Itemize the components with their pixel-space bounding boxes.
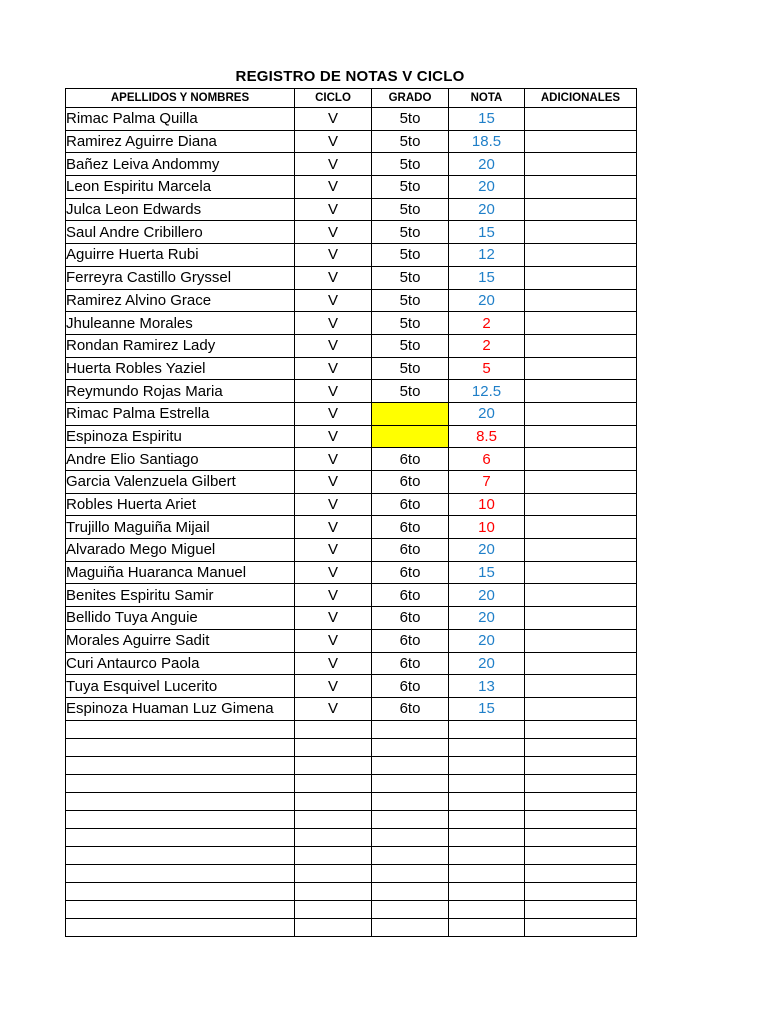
ciclo-cell[interactable]: V (295, 402, 372, 425)
ciclo-cell[interactable]: V (295, 584, 372, 607)
nota-cell[interactable]: 10 (449, 516, 525, 539)
name-cell[interactable]: Trujillo Maguiña Mijail (66, 516, 295, 539)
empty-cell[interactable] (295, 720, 372, 738)
adicionales-cell[interactable] (525, 675, 637, 698)
empty-cell[interactable] (66, 810, 295, 828)
empty-cell[interactable] (295, 774, 372, 792)
adicionales-cell[interactable] (525, 584, 637, 607)
empty-cell[interactable] (525, 738, 637, 756)
ciclo-cell[interactable]: V (295, 130, 372, 153)
empty-row (66, 738, 637, 756)
name-cell[interactable]: Bellido Tuya Anguie (66, 607, 295, 630)
empty-cell[interactable] (295, 900, 372, 918)
empty-cell[interactable] (66, 864, 295, 882)
name-cell[interactable]: Ramirez Alvino Grace (66, 289, 295, 312)
empty-cell[interactable] (525, 918, 637, 936)
ciclo-cell[interactable]: V (295, 198, 372, 221)
nota-cell[interactable]: 15 (449, 266, 525, 289)
grado-cell[interactable]: 6to (372, 652, 449, 675)
grado-cell[interactable]: 6to (372, 675, 449, 698)
empty-cell[interactable] (449, 792, 525, 810)
grado-cell[interactable]: 5to (372, 198, 449, 221)
table-row (66, 266, 637, 289)
empty-cell[interactable] (372, 810, 449, 828)
grado-cell[interactable]: 5to (372, 176, 449, 199)
empty-row (66, 846, 637, 864)
adicionales-cell[interactable] (525, 289, 637, 312)
empty-cell[interactable] (525, 756, 637, 774)
name-cell[interactable]: Benites Espiritu Samir (66, 584, 295, 607)
table-row (66, 448, 637, 471)
empty-cell[interactable] (372, 882, 449, 900)
empty-cell[interactable] (66, 720, 295, 738)
grado-cell[interactable]: 5to (372, 334, 449, 357)
ciclo-cell[interactable]: V (295, 516, 372, 539)
nota-cell[interactable]: 20 (449, 289, 525, 312)
empty-cell[interactable] (295, 846, 372, 864)
nota-cell[interactable]: 18.5 (449, 130, 525, 153)
empty-cell[interactable] (525, 828, 637, 846)
ciclo-cell[interactable]: V (295, 448, 372, 471)
ciclo-cell[interactable]: V (295, 493, 372, 516)
empty-cell[interactable] (525, 720, 637, 738)
empty-cell[interactable] (449, 828, 525, 846)
nota-cell[interactable]: 20 (449, 402, 525, 425)
header-adicionales[interactable]: ADICIONALES (525, 89, 637, 108)
header-grado[interactable]: GRADO (372, 89, 449, 108)
empty-cell[interactable] (295, 882, 372, 900)
table-row (66, 629, 637, 652)
name-cell[interactable]: Rimac Palma Quilla (66, 108, 295, 131)
ciclo-cell[interactable]: V (295, 471, 372, 494)
adicionales-cell[interactable] (525, 108, 637, 131)
table-row (66, 402, 637, 425)
ciclo-cell[interactable]: V (295, 652, 372, 675)
grades-table (65, 88, 637, 937)
empty-cell[interactable] (525, 774, 637, 792)
table-row (66, 697, 637, 720)
empty-cell[interactable] (66, 774, 295, 792)
grado-cell[interactable]: 5to (372, 108, 449, 131)
table-row (66, 153, 637, 176)
empty-cell[interactable] (372, 828, 449, 846)
grado-cell[interactable]: 5to (372, 357, 449, 380)
grado-cell[interactable]: 5to (372, 312, 449, 335)
nota-cell[interactable]: 20 (449, 198, 525, 221)
grado-cell[interactable]: 5to (372, 266, 449, 289)
table-row (66, 289, 637, 312)
name-cell[interactable]: Robles Huerta Ariet (66, 493, 295, 516)
empty-cell[interactable] (525, 864, 637, 882)
name-cell[interactable]: Andre Elio Santiago (66, 448, 295, 471)
empty-cell[interactable] (66, 738, 295, 756)
table-row (66, 516, 637, 539)
grado-cell[interactable]: 5to (372, 153, 449, 176)
adicionales-cell[interactable] (525, 652, 637, 675)
table-row (66, 108, 637, 131)
empty-cell[interactable] (372, 738, 449, 756)
empty-cell[interactable] (449, 918, 525, 936)
ciclo-cell[interactable]: V (295, 629, 372, 652)
empty-cell[interactable] (449, 900, 525, 918)
empty-cell[interactable] (525, 846, 637, 864)
nota-cell[interactable]: 15 (449, 561, 525, 584)
empty-row (66, 720, 637, 738)
empty-cell[interactable] (372, 720, 449, 738)
nota-cell[interactable]: 20 (449, 153, 525, 176)
empty-cell[interactable] (66, 900, 295, 918)
ciclo-cell[interactable]: V (295, 607, 372, 630)
adicionales-cell[interactable] (525, 607, 637, 630)
empty-row (66, 756, 637, 774)
grado-cell[interactable]: 6to (372, 584, 449, 607)
empty-cell[interactable] (449, 846, 525, 864)
empty-cell[interactable] (295, 792, 372, 810)
table-row (66, 471, 637, 494)
ciclo-cell[interactable]: V (295, 380, 372, 403)
adicionales-cell[interactable] (525, 130, 637, 153)
grado-cell[interactable]: 6to (372, 697, 449, 720)
grado-cell[interactable]: 5to (372, 221, 449, 244)
table-row (66, 221, 637, 244)
name-cell[interactable]: Huerta Robles Yaziel (66, 357, 295, 380)
empty-cell[interactable] (66, 828, 295, 846)
ciclo-cell[interactable]: V (295, 312, 372, 335)
adicionales-cell[interactable] (525, 153, 637, 176)
adicionales-cell[interactable] (525, 266, 637, 289)
ciclo-cell[interactable]: V (295, 153, 372, 176)
empty-cell[interactable] (449, 720, 525, 738)
name-cell[interactable]: Saul Andre Cribillero (66, 221, 295, 244)
nota-cell[interactable]: 2 (449, 312, 525, 335)
grado-cell[interactable]: 6to (372, 561, 449, 584)
ciclo-cell[interactable]: V (295, 561, 372, 584)
adicionales-cell[interactable] (525, 629, 637, 652)
table-row (66, 675, 637, 698)
nota-cell[interactable]: 20 (449, 176, 525, 199)
empty-cell[interactable] (372, 864, 449, 882)
grado-cell[interactable]: 6to (372, 493, 449, 516)
grado-cell[interactable]: 5to (372, 130, 449, 153)
empty-cell[interactable] (295, 918, 372, 936)
table-row (66, 561, 637, 584)
adicionales-cell[interactable] (525, 357, 637, 380)
nota-cell[interactable]: 15 (449, 108, 525, 131)
name-cell[interactable]: Rimac Palma Estrella (66, 402, 295, 425)
table-row (66, 130, 637, 153)
empty-cell[interactable] (372, 918, 449, 936)
empty-cell[interactable] (295, 864, 372, 882)
table-row (66, 334, 637, 357)
empty-cell[interactable] (66, 846, 295, 864)
nota-cell[interactable]: 20 (449, 607, 525, 630)
ciclo-cell[interactable]: V (295, 108, 372, 131)
adicionales-cell[interactable] (525, 176, 637, 199)
table-row (66, 539, 637, 562)
nota-cell[interactable]: 20 (449, 584, 525, 607)
grado-cell[interactable]: 6to (372, 471, 449, 494)
name-cell[interactable]: Alvarado Mego Miguel (66, 539, 295, 562)
nota-cell[interactable]: 13 (449, 675, 525, 698)
empty-cell[interactable] (372, 756, 449, 774)
empty-row (66, 774, 637, 792)
empty-row (66, 792, 637, 810)
empty-cell[interactable] (449, 810, 525, 828)
name-cell[interactable]: Rondan Ramirez Lady (66, 334, 295, 357)
nota-cell[interactable]: 15 (449, 221, 525, 244)
empty-cell[interactable] (449, 774, 525, 792)
adicionales-cell[interactable] (525, 697, 637, 720)
nota-cell[interactable]: 15 (449, 697, 525, 720)
name-cell[interactable]: Leon Espiritu Marcela (66, 176, 295, 199)
adicionales-cell[interactable] (525, 312, 637, 335)
name-cell[interactable]: Ferreyra Castillo Gryssel (66, 266, 295, 289)
empty-cell[interactable] (449, 738, 525, 756)
empty-cell[interactable] (295, 828, 372, 846)
nota-cell[interactable]: 12 (449, 244, 525, 267)
adicionales-cell[interactable] (525, 448, 637, 471)
grado-cell[interactable]: 6to (372, 607, 449, 630)
grado-cell[interactable]: 6to (372, 448, 449, 471)
empty-cell[interactable] (372, 774, 449, 792)
empty-row (66, 918, 637, 936)
adicionales-cell[interactable] (525, 539, 637, 562)
table-body (66, 108, 637, 937)
ciclo-cell[interactable]: V (295, 539, 372, 562)
name-cell[interactable]: Tuya Esquivel Lucerito (66, 675, 295, 698)
empty-cell[interactable] (372, 900, 449, 918)
adicionales-cell[interactable] (525, 198, 637, 221)
nota-cell[interactable]: 20 (449, 652, 525, 675)
empty-row (66, 828, 637, 846)
ciclo-cell[interactable]: V (295, 357, 372, 380)
name-cell[interactable]: Curi Antaurco Paola (66, 652, 295, 675)
table-row (66, 584, 637, 607)
header-ciclo[interactable]: CICLO (295, 89, 372, 108)
grado-cell[interactable]: 6to (372, 629, 449, 652)
table-row (66, 244, 637, 267)
adicionales-cell[interactable] (525, 402, 637, 425)
table-row (66, 425, 637, 448)
ciclo-cell[interactable]: V (295, 697, 372, 720)
header-name[interactable]: APELLIDOS Y NOMBRES (66, 89, 295, 108)
grado-cell[interactable] (372, 402, 449, 425)
empty-cell[interactable] (525, 810, 637, 828)
empty-cell[interactable] (372, 846, 449, 864)
adicionales-cell[interactable] (525, 471, 637, 494)
header-nota[interactable]: NOTA (449, 89, 525, 108)
empty-cell[interactable] (66, 882, 295, 900)
ciclo-cell[interactable]: V (295, 176, 372, 199)
nota-cell[interactable]: 8.5 (449, 425, 525, 448)
ciclo-cell[interactable]: V (295, 334, 372, 357)
ciclo-cell[interactable]: V (295, 289, 372, 312)
empty-cell[interactable] (449, 756, 525, 774)
empty-row (66, 810, 637, 828)
table-row (66, 357, 637, 380)
ciclo-cell[interactable]: V (295, 266, 372, 289)
empty-cell[interactable] (66, 792, 295, 810)
empty-cell[interactable] (66, 756, 295, 774)
grado-cell[interactable]: 6to (372, 516, 449, 539)
name-cell[interactable]: Bañez Leiva Andommy (66, 153, 295, 176)
empty-cell[interactable] (295, 810, 372, 828)
empty-cell[interactable] (295, 756, 372, 774)
adicionales-cell[interactable] (525, 244, 637, 267)
adicionales-cell[interactable] (525, 516, 637, 539)
nota-cell[interactable]: 2 (449, 334, 525, 357)
empty-cell[interactable] (525, 792, 637, 810)
grado-cell[interactable]: 6to (372, 539, 449, 562)
nota-cell[interactable]: 5 (449, 357, 525, 380)
table-row (66, 198, 637, 221)
nota-cell[interactable]: 10 (449, 493, 525, 516)
table-row (66, 380, 637, 403)
empty-cell[interactable] (372, 792, 449, 810)
name-cell[interactable]: Espinoza Espiritu (66, 425, 295, 448)
sheet-title: REGISTRO DE NOTAS V CICLO (235, 68, 465, 85)
table-row (66, 312, 637, 335)
adicionales-cell[interactable] (525, 380, 637, 403)
empty-cell[interactable] (66, 918, 295, 936)
name-cell[interactable]: Aguirre Huerta Rubi (66, 244, 295, 267)
grado-cell[interactable]: 5to (372, 289, 449, 312)
adicionales-cell[interactable] (525, 493, 637, 516)
name-cell[interactable]: Morales Aguirre Sadit (66, 629, 295, 652)
table-row (66, 652, 637, 675)
grado-cell[interactable] (372, 425, 449, 448)
nota-cell[interactable]: 20 (449, 629, 525, 652)
empty-row (66, 900, 637, 918)
empty-cell[interactable] (525, 882, 637, 900)
name-cell[interactable]: Espinoza Huaman Luz Gimena (66, 697, 295, 720)
table-row (66, 607, 637, 630)
name-cell[interactable]: Ramirez Aguirre Diana (66, 130, 295, 153)
adicionales-cell[interactable] (525, 221, 637, 244)
grado-cell[interactable]: 5to (372, 380, 449, 403)
nota-cell[interactable]: 20 (449, 539, 525, 562)
nota-cell[interactable]: 7 (449, 471, 525, 494)
ciclo-cell[interactable]: V (295, 221, 372, 244)
adicionales-cell[interactable] (525, 334, 637, 357)
name-cell[interactable]: Jhuleanne Morales (66, 312, 295, 335)
ciclo-cell[interactable]: V (295, 675, 372, 698)
empty-row (66, 864, 637, 882)
header-row (66, 89, 637, 108)
empty-cell[interactable] (295, 738, 372, 756)
name-cell[interactable]: Reymundo Rojas Maria (66, 380, 295, 403)
empty-row (66, 882, 637, 900)
name-cell[interactable]: Garcia Valenzuela Gilbert (66, 471, 295, 494)
empty-cell[interactable] (449, 882, 525, 900)
table-row (66, 493, 637, 516)
nota-cell[interactable]: 12.5 (449, 380, 525, 403)
adicionales-cell[interactable] (525, 561, 637, 584)
grado-cell[interactable]: 5to (372, 244, 449, 267)
empty-cell[interactable] (449, 864, 525, 882)
ciclo-cell[interactable]: V (295, 425, 372, 448)
name-cell[interactable]: Maguiña Huaranca Manuel (66, 561, 295, 584)
ciclo-cell[interactable]: V (295, 244, 372, 267)
adicionales-cell[interactable] (525, 425, 637, 448)
name-cell[interactable]: Julca Leon Edwards (66, 198, 295, 221)
table-row (66, 176, 637, 199)
empty-cell[interactable] (525, 900, 637, 918)
nota-cell[interactable]: 6 (449, 448, 525, 471)
